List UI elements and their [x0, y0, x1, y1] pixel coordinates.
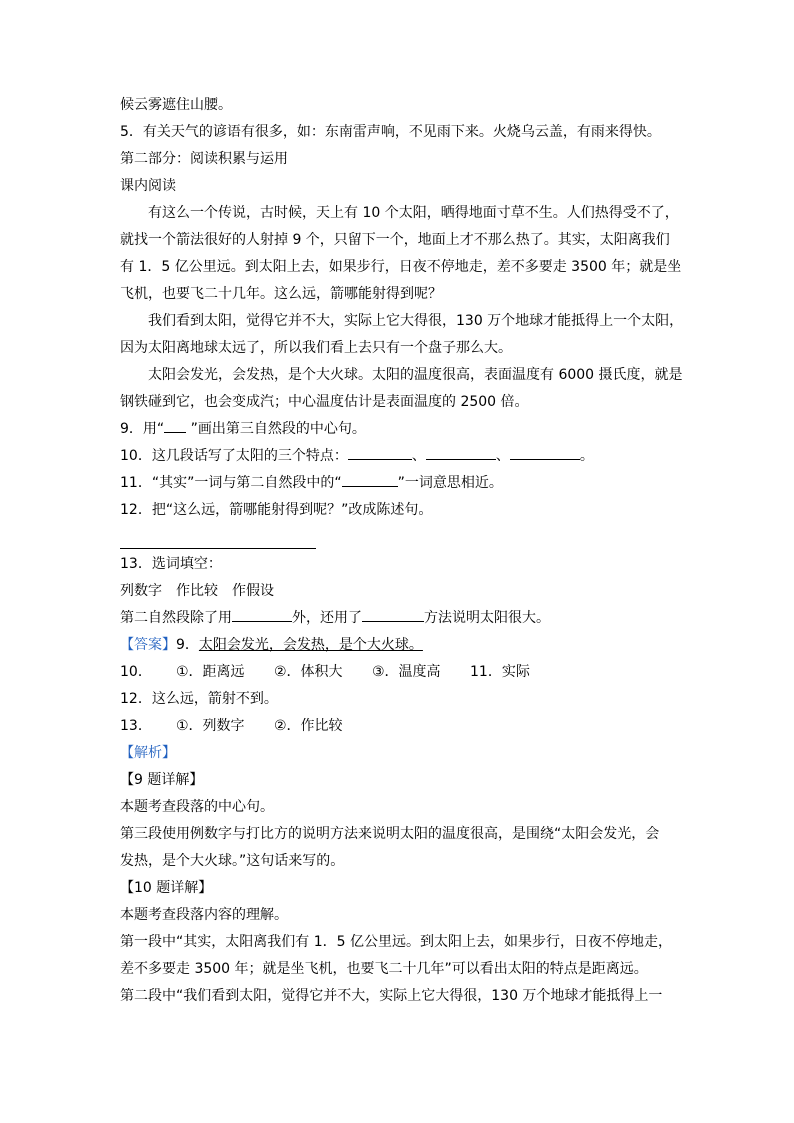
question-11: 11．“其实”一词与第二自然段中的“ ”一词意思相近。 — [120, 470, 680, 497]
passage-line: 钢铁碰到它，也会变成汽；中心温度估计是表面温度的 2500 倍。 — [120, 394, 529, 410]
answer-12: 12．这么远，箭射不到。 — [120, 691, 278, 707]
analysis-line: 第三段使用例数字与打比方的说明方法来说明太阳的温度很高，是围绕“太阳会发光，会 — [120, 826, 660, 842]
blank — [348, 445, 412, 460]
analysis-line: 第一段中“其实，太阳离我们有 1．5 亿公里远。到太阳上去，如果步行，日夜不停地走， — [120, 934, 672, 950]
section-subheading: 课内阅读 — [120, 178, 176, 194]
passage-line: 因为太阳离地球太远了，所以我们看上去只有一个盘子那么大。 — [120, 340, 512, 356]
analysis-line: 本题考查段落内容的理解。 — [120, 907, 288, 923]
text-line: 候云雾遮住山腰。 — [120, 97, 232, 113]
answer-10-11: 10． ①．距离远 ②．体积大 ③．温度高 11．实际 — [120, 664, 530, 680]
passage-line: 有这么一个传说，古时候，天上有 10 个太阳，晒得地面寸草不生。人们热得受不了， — [148, 205, 679, 221]
analysis-heading-9: 【9 题详解】 — [120, 772, 204, 788]
passage-line: 就找一个箭法很好的人射掉 9 个，只留下一个，地面上才不那么热了。其实，太阳离我们 — [120, 232, 670, 248]
passage-line: 我们看到太阳，觉得它并不大，实际上它大得很，130 万个地球才能抵得上一个太阳， — [148, 313, 684, 329]
word-options: 列数字 作比较 作假设 — [120, 583, 274, 599]
passage-line: 太阳会发光，会发热，是个大火球。太阳的温度很高，表面温度有 6000 摄氏度，就是 — [148, 367, 683, 383]
blank — [426, 445, 496, 460]
text-line: 5．有关天气的谚语有很多，如：东南雷声响，不见雨下来。火烧乌云盖，有雨来得快。 — [120, 124, 661, 140]
passage-line: 飞机，也要飞二十几年。这么远，箭哪能射得到呢？ — [120, 286, 442, 302]
analysis-tag: 【解析】 — [120, 745, 176, 761]
passage-line: 有 1．5 亿公里远。到太阳上去，如果步行，日夜不停地走，差不多要走 3500 年；就是坐 — [120, 259, 682, 275]
analysis-line: 第二段中“我们看到太阳，觉得它并不大，实际上它大得很，130 万个地球才能抵得上一 — [120, 988, 663, 1004]
analysis-heading-10: 【10 题详解】 — [120, 880, 213, 896]
question-13-body: 第二自然段除了用 外，还用了 方法说明太阳很大。 — [120, 605, 680, 632]
blank — [510, 445, 580, 460]
answer-line — [120, 548, 316, 549]
question-13: 13．选词填空： — [120, 556, 222, 572]
answer-space — [120, 524, 680, 551]
question-9: 9．用“ ”画出第三自然段的中心句。 — [120, 416, 680, 443]
blank — [232, 607, 292, 622]
question-10: 10．这几段话写了太阳的三个特点： 、 、 。 — [120, 443, 680, 470]
analysis-line: 差不多要走 3500 年；就是坐飞机，也要飞二十几年”可以看出太阳的特点是距离远。 — [120, 961, 648, 977]
answer-9: 【答案】9．太阳会发光，会发热，是个大火球。 — [120, 637, 423, 653]
blank — [164, 418, 186, 433]
answer-tag: 【答案】 — [120, 637, 176, 653]
answer-13: 13． ①．列数字 ②．作比较 — [120, 718, 343, 734]
section-heading: 第二部分：阅读积累与运用 — [120, 151, 288, 167]
document-page — [120, 92, 684, 1010]
blank — [342, 472, 398, 487]
question-12: 12．把“这么远，箭哪能射得到呢？”改成陈述句。 — [120, 502, 433, 518]
analysis-line: 发热，是个大火球。”这句话来写的。 — [120, 853, 345, 869]
analysis-line: 本题考查段落的中心句。 — [120, 799, 274, 815]
blank — [362, 607, 424, 622]
answer-9-text: 太阳会发光，会发热，是个大火球。 — [198, 637, 423, 653]
